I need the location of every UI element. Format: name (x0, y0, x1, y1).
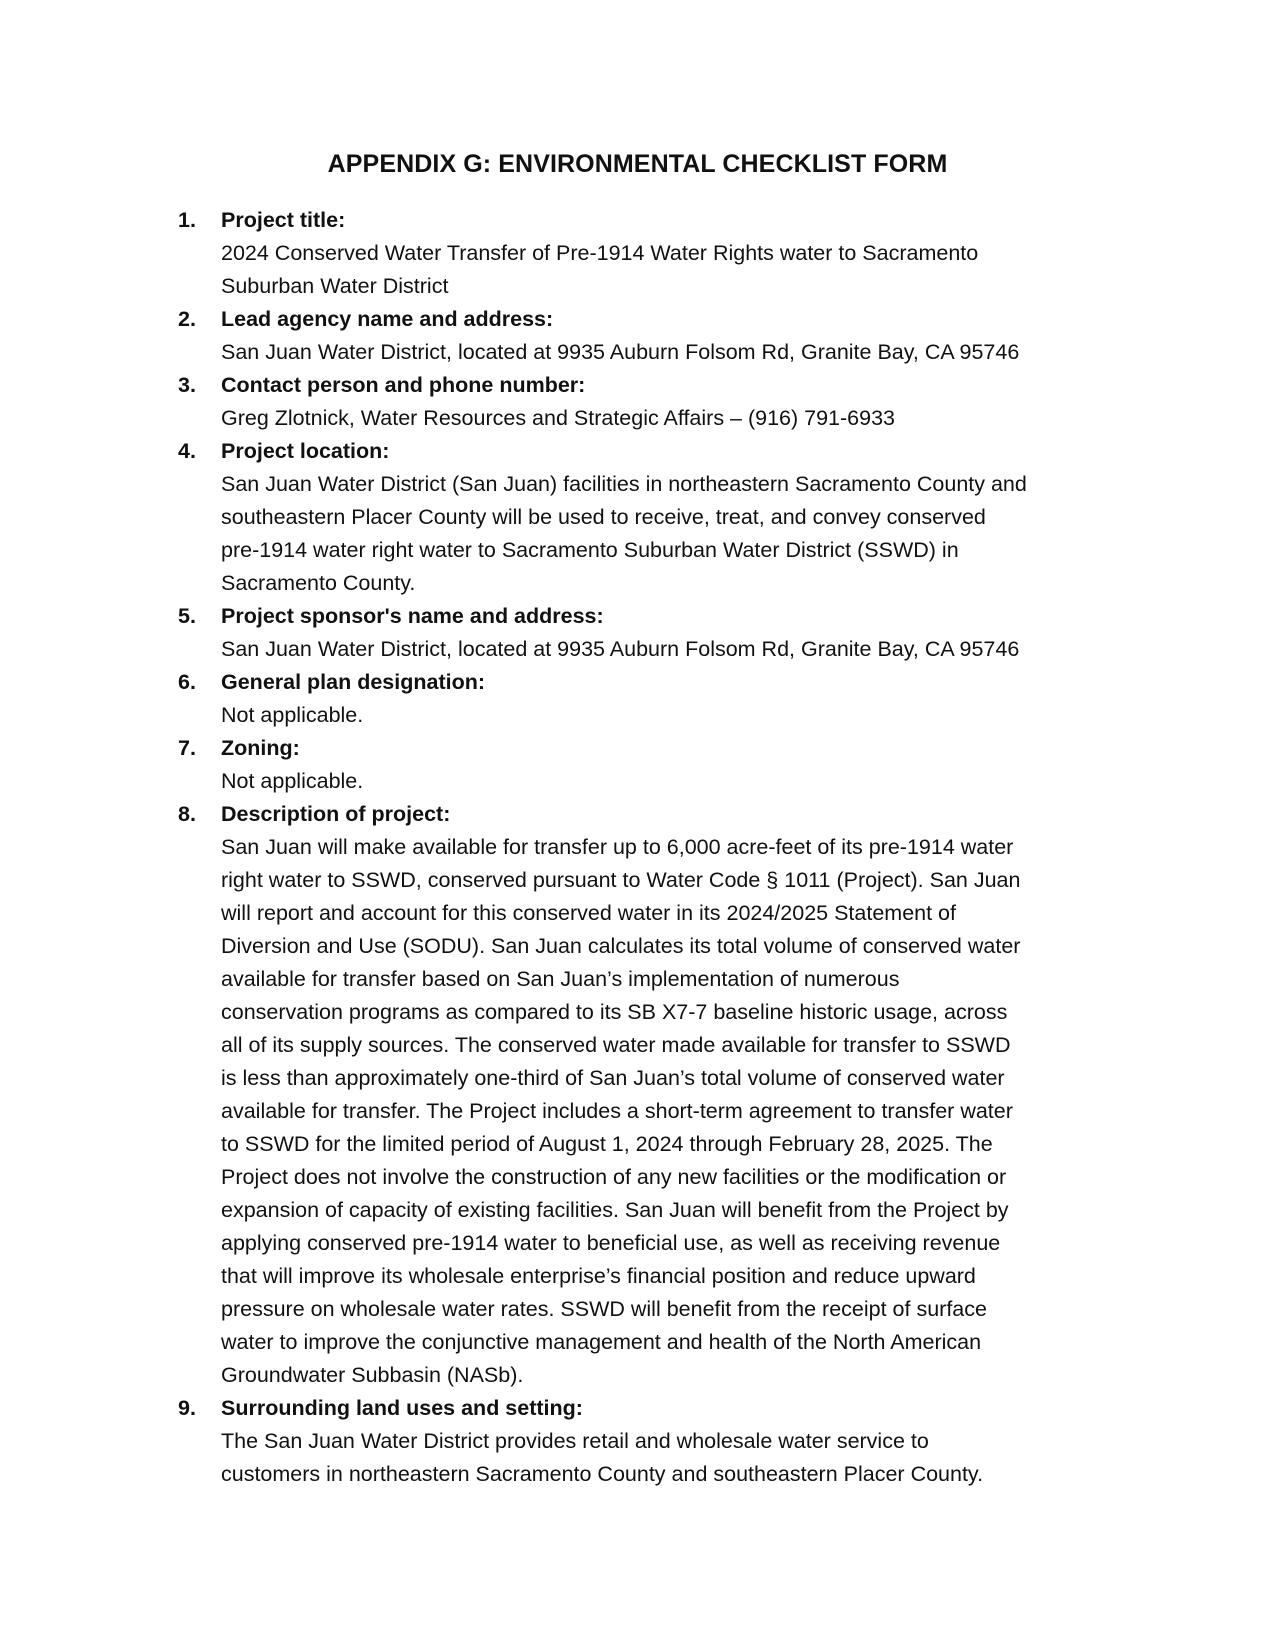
checklist-item-contact-person (178, 369, 1108, 435)
item-label: General plan designation: (221, 670, 486, 694)
item-body: 2024 Conserved Water Transfer of Pre-1914 Water Rights water to Sacramento Suburban Water District (221, 241, 979, 298)
item-label: Project title: (221, 208, 346, 232)
checklist-item-surrounding-land-uses (178, 1392, 1108, 1491)
checklist-item-project-description (178, 798, 1108, 1392)
item-number: 8. (178, 802, 196, 826)
item-number: 9. (178, 1396, 196, 1420)
document-title: APPENDIX G: ENVIRONMENTAL CHECKLIST FORM (327, 150, 948, 178)
item-number: 6. (178, 670, 196, 694)
checklist-item-lead-agency (178, 303, 1108, 369)
item-label: Lead agency name and address: (221, 307, 554, 331)
item-number: 4. (178, 439, 196, 463)
item-label: Surrounding land uses and setting: (221, 1396, 583, 1420)
checklist-item-project-title (178, 204, 1108, 303)
item-number: 3. (178, 373, 196, 397)
item-label: Project location: (221, 439, 390, 463)
item-body: Not applicable. (221, 703, 364, 727)
item-body: San Juan Water District, located at 9935 Auburn Folsom Rd, Granite Bay, CA 95746 (221, 340, 1020, 364)
item-body: The San Juan Water District provides retail and wholesale water service to customers in northeastern Sacramento County and southeastern Placer County. (221, 1429, 984, 1486)
checklist-item-zoning (178, 732, 1108, 798)
item-body: San Juan will make available for transfer up to 6,000 acre-feet of its pre-1914 water right water to SSWD, conserved pursuant to Water Code § 1011 (Project). San Juan will report and account for this conserved water in its 2024/2025 Statement of Diversion and Use (SODU). San Juan calculates its total volume of conserved water available for transfer based on San Juan’s implementation of numerous conservation programs as compared to its SB X7-7 baseline historic usage, across all of its supply sources. The conserved water made available for transfer to SSWD is less than approximately one-third of San Juan’s total volume of conserved water available for transfer. The Project includes a short-term agreement to transfer water to SSWD for the limited period of August 1, 2024 through February 28, 2025. The Project does not involve the construction of any new facilities or the modification or expansion of capacity of existing facilities. San Juan will benefit from the Project by applying conserved pre-1914 water to beneficial use, as well as receiving revenue that will improve its wholesale enterprise’s financial position and reduce upward pressure on wholesale water rates. SSWD will benefit from the receipt of surface water to improve the conjunctive management and health of the North American Groundwater Subbasin (NASb). (221, 835, 1021, 1387)
item-number: 5. (178, 604, 196, 628)
item-number: 2. (178, 307, 196, 331)
item-label: Description of project: (221, 802, 451, 826)
checklist-list (178, 204, 1108, 1491)
checklist-item-general-plan (178, 666, 1108, 732)
checklist-item-project-location (178, 435, 1108, 600)
item-body: Not applicable. (221, 769, 364, 793)
checklist-item-project-sponsor (178, 600, 1108, 666)
item-label: Contact person and phone number: (221, 373, 586, 397)
item-body: Greg Zlotnick, Water Resources and Strategic Affairs – (916) 791-6933 (221, 406, 895, 430)
item-number: 7. (178, 736, 196, 760)
item-body: San Juan Water District (San Juan) facilities in northeastern Sacramento County and southeastern Placer County will be used to receive, treat, and convey conserved pre-1914 water right water to Sacramento Suburban Water District (SSWD) in Sacramento County. (221, 472, 1027, 595)
item-body: San Juan Water District, located at 9935 Auburn Folsom Rd, Granite Bay, CA 95746 (221, 637, 1020, 661)
item-label: Zoning: (221, 736, 300, 760)
item-label: Project sponsor's name and address: (221, 604, 604, 628)
item-number: 1. (178, 208, 196, 232)
